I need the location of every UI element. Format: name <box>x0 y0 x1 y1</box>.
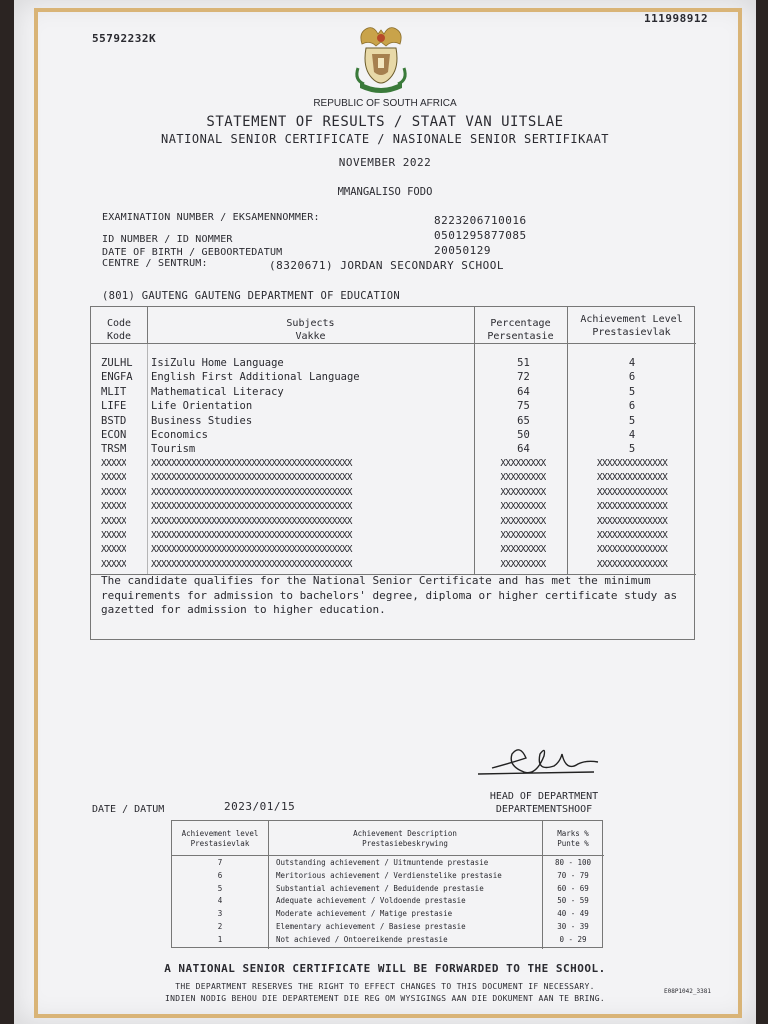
scale-row: 2 Elementary achievement / Basiese prestasie 30 - 39 <box>217 922 589 931</box>
masked-row: XXXXX XXXXXXXXXXXXXXXXXXXXXXXXXXXXXXXXXXXXXXXX XXXXXXXXX XXXXXXXXXXXXXX <box>101 544 668 556</box>
results-table <box>90 306 695 640</box>
date-value: 2023/01/15 <box>224 800 296 813</box>
table-row: BSTD Business Studies 65 5 <box>101 414 636 427</box>
centre-label: CENTRE / SENTRUM: <box>102 258 208 269</box>
centre-value: (8320671) JORDAN SECONDARY SCHOOL <box>269 259 505 272</box>
rights-notice-english: THE DEPARTMENT RESERVES THE RIGHT TO EFFECT CHANGES TO THIS DOCUMENT IF NECESSARY. <box>175 982 595 991</box>
certificate-title: NATIONAL SENIOR CERTIFICATE / NASIONALE SENIOR SERTIFIKAAT <box>160 132 610 146</box>
masked-row: XXXXX XXXXXXXXXXXXXXXXXXXXXXXXXXXXXXXXXXXXXXXX XXXXXXXXX XXXXXXXXXXXXXX <box>101 472 668 484</box>
table-row: ENGFA English First Additional Language 72 6 <box>101 371 636 384</box>
scale-row: 7 Outstanding achievement / Uitmuntende prestasie 80 - 100 <box>217 858 592 867</box>
id-number-value: 0501295877085 <box>434 229 527 242</box>
achievement-scale-table <box>171 820 603 948</box>
table-row: LIFE Life Orientation 75 6 <box>101 400 636 413</box>
table-row: MLIT Mathematical Literacy 64 5 <box>101 385 636 398</box>
head-of-department: HEAD OF DEPARTMENT DEPARTEMENTSHOOF <box>489 791 599 815</box>
table-row: ZULHL IsiZulu Home Language 51 4 <box>101 357 636 369</box>
forwarding-notice: A NATIONAL SENIOR CERTIFICATE WILL BE FORWARDED TO THE SCHOOL. <box>164 962 606 975</box>
serial-number-left: 55792232K <box>92 32 157 45</box>
coat-of-arms-icon <box>352 22 410 96</box>
republic-title: REPUBLIC OF SOUTH AFRICA <box>313 98 457 109</box>
scale-row: 3 Moderate achievement / Matige prestasie 40 - 49 <box>217 909 589 919</box>
date-label: DATE / DATUM <box>92 804 165 815</box>
scale-row: 5 Substantial achievement / Beduidende prestasie 60 - 69 <box>217 883 589 893</box>
dob-value: 20050129 <box>434 244 491 257</box>
masked-row: XXXXX XXXXXXXXXXXXXXXXXXXXXXXXXXXXXXXXXXXXXXXX XXXXXXXXX XXXXXXXXXXXXXX <box>101 558 668 570</box>
table-row: TRSM Tourism 64 5 <box>101 443 636 456</box>
certificate-sheet <box>14 0 756 1024</box>
id-number-label: ID NUMBER / ID NOMMER <box>102 234 233 245</box>
scale-description-header: Achievement Description Prestasiebeskrywing <box>353 829 457 848</box>
masked-row: XXXXX XXXXXXXXXXXXXXXXXXXXXXXXXXXXXXXXXXXXXXXX XXXXXXXXX XXXXXXXXXXXXXX <box>101 458 668 469</box>
rights-notice-afrikaans: INDIEN NODIG BEHOU DIE DEPARTEMENT DIE REG OM WYSIGINGS AAN DIE DOKUMENT AAN TE BRING. <box>164 994 605 1003</box>
province-department: (801) GAUTENG GAUTENG DEPARTMENT OF EDUCATION <box>102 290 400 302</box>
scale-row: 6 Meritorious achievement / Verdienstelike prestasie 70 - 79 <box>217 870 589 880</box>
masked-row: XXXXX XXXXXXXXXXXXXXXXXXXXXXXXXXXXXXXXXXXXXXXX XXXXXXXXX XXXXXXXXXXXXXX <box>101 486 668 498</box>
serial-number-right: 111998912 <box>644 12 709 25</box>
qualification-statement: The candidate qualifies for the National Senior Certificate and has met the minimum requirements for admission to bachelors' degree, diploma or higher certificate study as gazetted for admission to higher education. <box>101 574 678 616</box>
code-header: Code Kode <box>106 318 132 342</box>
scale-row: 4 Adequate achievement / Voldoende prestasie 50 - 59 <box>217 896 589 906</box>
masked-row: XXXXX XXXXXXXXXXXXXXXXXXXXXXXXXXXXXXXXXXXXXXXX XXXXXXXXX XXXXXXXXXXXXXX <box>101 515 668 527</box>
level-header: Achievement Level Prestasievlak <box>580 314 683 338</box>
scale-row: 1 Not achieved / Ontoereikende prestasie 0 - 29 <box>217 934 587 944</box>
signature-icon <box>474 732 604 786</box>
subject-header: Subjects Vakke <box>286 318 335 342</box>
document-title: STATEMENT OF RESULTS / STAAT VAN UITSLAE <box>206 114 564 130</box>
dob-label: DATE OF BIRTH / GEBOORTEDATUM <box>102 247 283 258</box>
table-row: ECON Economics 50 4 <box>101 429 636 441</box>
scale-marks-header: Marks % Punte % <box>557 829 589 848</box>
form-code: E08P1042_3381 <box>664 988 711 995</box>
exam-number-label: EXAMINATION NUMBER / EKSAMENNOMMER: <box>102 212 320 223</box>
candidate-name: MMANGALISO FODO <box>337 186 433 198</box>
masked-row: XXXXX XXXXXXXXXXXXXXXXXXXXXXXXXXXXXXXXXXXXXXXX XXXXXXXXX XXXXXXXXXXXXXX <box>101 501 668 513</box>
exam-session: NOVEMBER 2022 <box>338 156 432 169</box>
masked-row: XXXXX XXXXXXXXXXXXXXXXXXXXXXXXXXXXXXXXXXXXXXXX XXXXXXXXX XXXXXXXXXXXXXX <box>101 530 668 541</box>
scale-level-header: Achievement level Prestasievlak <box>181 829 259 848</box>
exam-number-value: 8223206710016 <box>434 214 527 227</box>
percentage-header: Percentage Persentasie <box>487 318 554 342</box>
